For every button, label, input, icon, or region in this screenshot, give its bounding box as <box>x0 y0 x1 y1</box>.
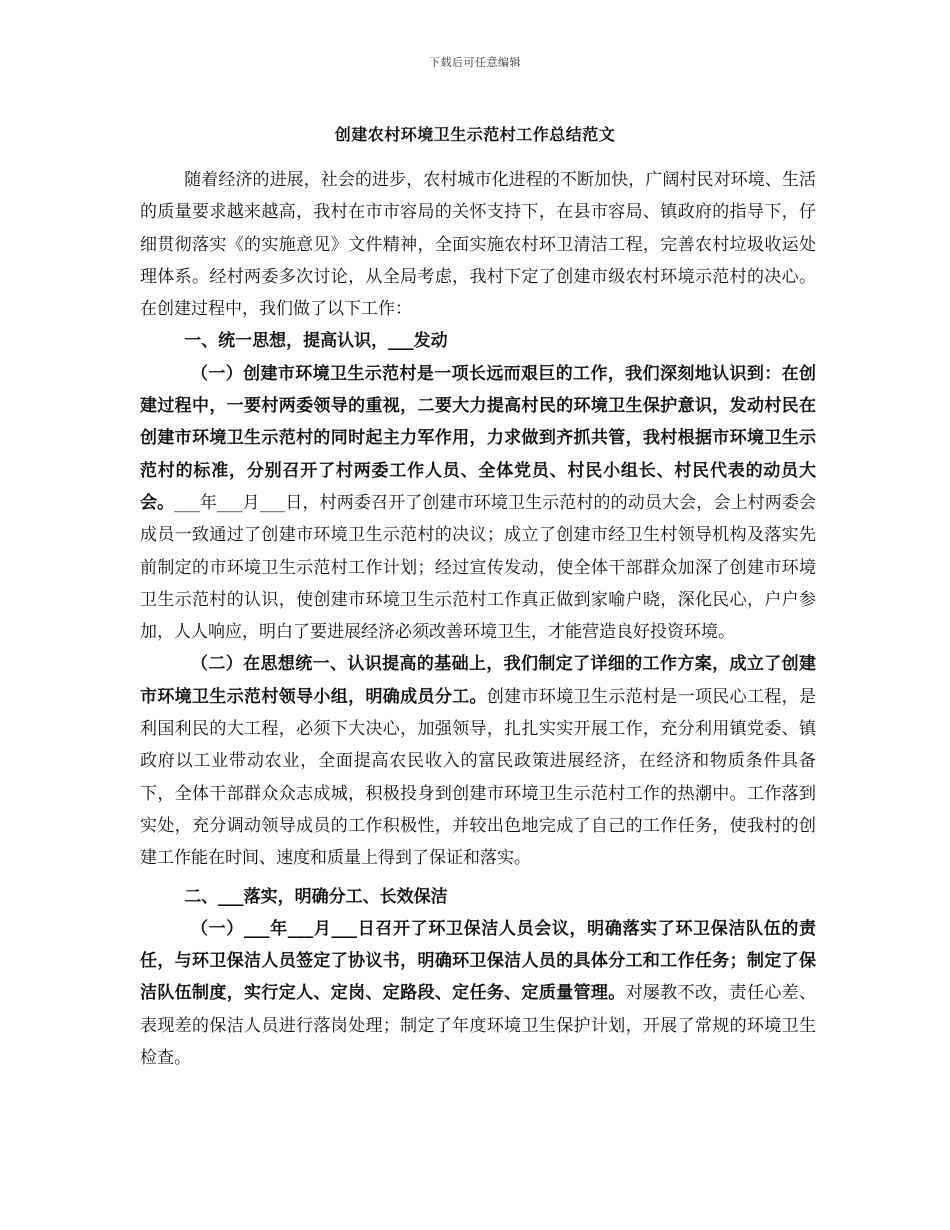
section-2-paragraph-1-text: 对屡教不改，责任心差、表现差的保洁人员进行落岗处理；制定了年度环境卫生保护计划，开展了常规的环境卫生检查。 <box>140 983 816 1069</box>
intro-paragraph: 随着经济的进展，社会的进步，农村城市化进程的不断加快，广阔村民对环境、生活的质量要求越来越高，我村在市市容局的关怀支持下，在县市容局、镇政府的指导下，仔细贯彻落实《的实施意见》文件精神，全面实施农村环卫清洁工程，完善农村垃圾收运处理体系。经村两委多次讨论，从全局考虑，我村下定了创建市级农村环境示范村的决心。在创建过程中，我们做了以下工作： <box>140 170 816 320</box>
document-body <box>140 164 816 1074</box>
section-2-paragraph-1-bold: （一）___年___月___日召开了环卫保洁人员会议，明确落实了环卫保洁队伍的责任，与环卫保洁人员签定了协议书，明确环卫保洁人员的具体分工和工作任务；制定了保洁队伍制度，实行定人、定岗、定路段、定任务、定质量管理。 <box>140 918 816 1004</box>
section-1-heading: 一、统一思想，提高认识，___发动 <box>184 331 448 352</box>
section-1-paragraph-1-bold: （一）创建市环境卫生示范村是一项长远而艰巨的工作，我们深刻地认识到：在创建过程中，一要村两委领导的重视，二要大力提高村民的环境卫生保护意识，发动村民在创建市环境卫生示范村的同时起主力军作用，力求做到齐抓共管，我村根据市环境卫生示范村的标准，分别召开了村两委工作人员、全体党员、村民小组长、村民代表的动员大会。 <box>140 363 816 513</box>
document-title: 创建农村环境卫生示范村工作总结范文 <box>334 125 616 144</box>
section-1-paragraph-2 <box>140 648 816 874</box>
header-note: 下载后可任意编辑 <box>429 56 521 69</box>
section-1-paragraph-2-text: 创建市环境卫生示范村是一项民心工程，是利国利民的大工程，必须下大决心，加强领导，扎扎实实开展工作，充分利用镇党委、镇政府以工业带动农业，全面提高农民收入的富民政策进展经济，在经济和物质条件具备下，全体干部群众众志成城，积极投身到创建市环境卫生示范村工作的热潮中。工作落到实处，充分调动领导成员的工作积极性，并较出色地完成了自己的工作任务，使我村的创建工作能在时间、速度和质量上得到了保证和落实。 <box>140 686 817 869</box>
section-2-paragraph-1 <box>140 913 816 1074</box>
section-1-paragraph-1 <box>140 358 816 649</box>
section-1-paragraph-2-bold: （二）在思想统一、认识提高的基础上，我们制定了详细的工作方案，成立了创建市环境卫生示范村领导小组，明确成员分工。 <box>140 654 816 707</box>
section-2-heading: 二、___落实，明确分工、长效保洁 <box>184 886 448 907</box>
section-1-paragraph-1-text: ___年___月___日，村两委召开了创建市环境卫生示范村的的动员大会，会上村两委会成员一致通过了创建市环境卫生示范村的决议；成立了创建市经卫生村领导机构及落实先前制定的市环境卫生示范村工作计划；经过宣传发动，使全体干部群众加深了创建市环境卫生示范村的认识，使创建市环境卫生示范村工作真正做到家喻户晓，深化民心，户户参加，人人响应，明白了要进展经济必须改善环境卫生，才能营造良好投资环境。 <box>140 492 817 643</box>
